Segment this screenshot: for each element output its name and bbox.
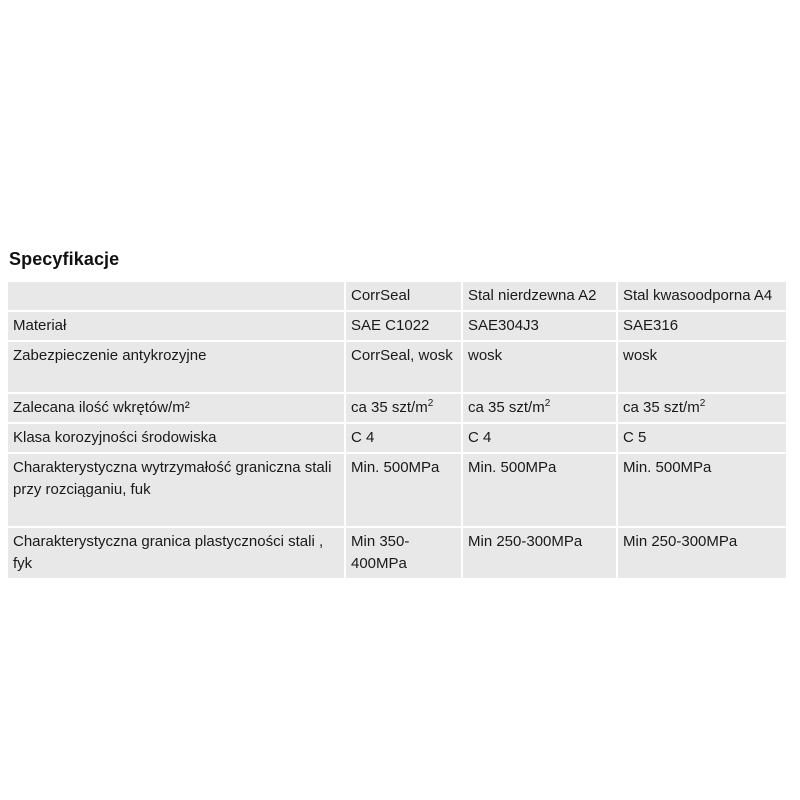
cell-value-superscript: 2 bbox=[544, 398, 551, 409]
cell-value: wosk bbox=[617, 341, 786, 393]
row-label bbox=[8, 453, 345, 527]
cell-value-superscript: 2 bbox=[427, 398, 434, 409]
specifications-table bbox=[8, 282, 786, 580]
row-label: Zalecana ilość wkrętów/m² bbox=[8, 393, 345, 423]
cell-value: SAE316 bbox=[617, 311, 786, 341]
row-label: Klasa korozyjności środowiska bbox=[8, 423, 345, 453]
table-row-tensile-strength bbox=[8, 453, 786, 527]
header-cell-empty bbox=[8, 282, 345, 311]
cell-value: C 4 bbox=[462, 423, 617, 453]
cell-value: SAE304J3 bbox=[462, 311, 617, 341]
cell-value bbox=[345, 393, 462, 423]
cell-value-base: ca 35 szt/m bbox=[351, 399, 428, 416]
cell-value: Min 350-400MPa bbox=[345, 527, 462, 579]
cell-value: Min 250-300MPa bbox=[617, 527, 786, 579]
cell-value: C 5 bbox=[617, 423, 786, 453]
cell-value: Min. 500MPa bbox=[617, 453, 786, 527]
row-label: Materiał bbox=[8, 311, 345, 341]
cell-value: C 4 bbox=[345, 423, 462, 453]
row-label: Charakterystyczna granica plastyczności stali , fyk bbox=[8, 527, 345, 579]
cell-value: Min. 500MPa bbox=[462, 453, 617, 527]
table-row-screws-per-m2 bbox=[8, 393, 786, 423]
table-row-material bbox=[8, 311, 786, 341]
row-label-line: Charakterystyczna wytrzymałość graniczna stali bbox=[13, 459, 332, 476]
cell-value: Min 250-300MPa bbox=[462, 527, 617, 579]
header-cell-stal-a4: Stal kwasoodporna A4 bbox=[617, 282, 786, 311]
table-header-row bbox=[8, 282, 786, 311]
cell-value bbox=[617, 393, 786, 423]
cell-value: Min. 500MPa bbox=[345, 453, 462, 527]
section-heading: Specyfikacje bbox=[9, 249, 120, 269]
table-row-corrosion-protection bbox=[8, 341, 786, 393]
cell-value: CorrSeal, wosk bbox=[345, 341, 462, 393]
row-label: Zabezpieczenie antykrozyjne bbox=[8, 341, 345, 393]
header-cell-corrseal: CorrSeal bbox=[345, 282, 462, 311]
cell-value bbox=[462, 393, 617, 423]
table-row-yield-strength bbox=[8, 527, 786, 579]
cell-value: SAE C1022 bbox=[345, 311, 462, 341]
table-row-corrosivity-class bbox=[8, 423, 786, 453]
cell-value-superscript: 2 bbox=[699, 398, 706, 409]
header-cell-stal-a2: Stal nierdzewna A2 bbox=[462, 282, 617, 311]
cell-value-base: ca 35 szt/m bbox=[468, 399, 545, 416]
cell-value-base: ca 35 szt/m bbox=[623, 399, 700, 416]
cell-value: wosk bbox=[462, 341, 617, 393]
row-label-line: przy rozciąganiu, fuk bbox=[13, 481, 151, 498]
